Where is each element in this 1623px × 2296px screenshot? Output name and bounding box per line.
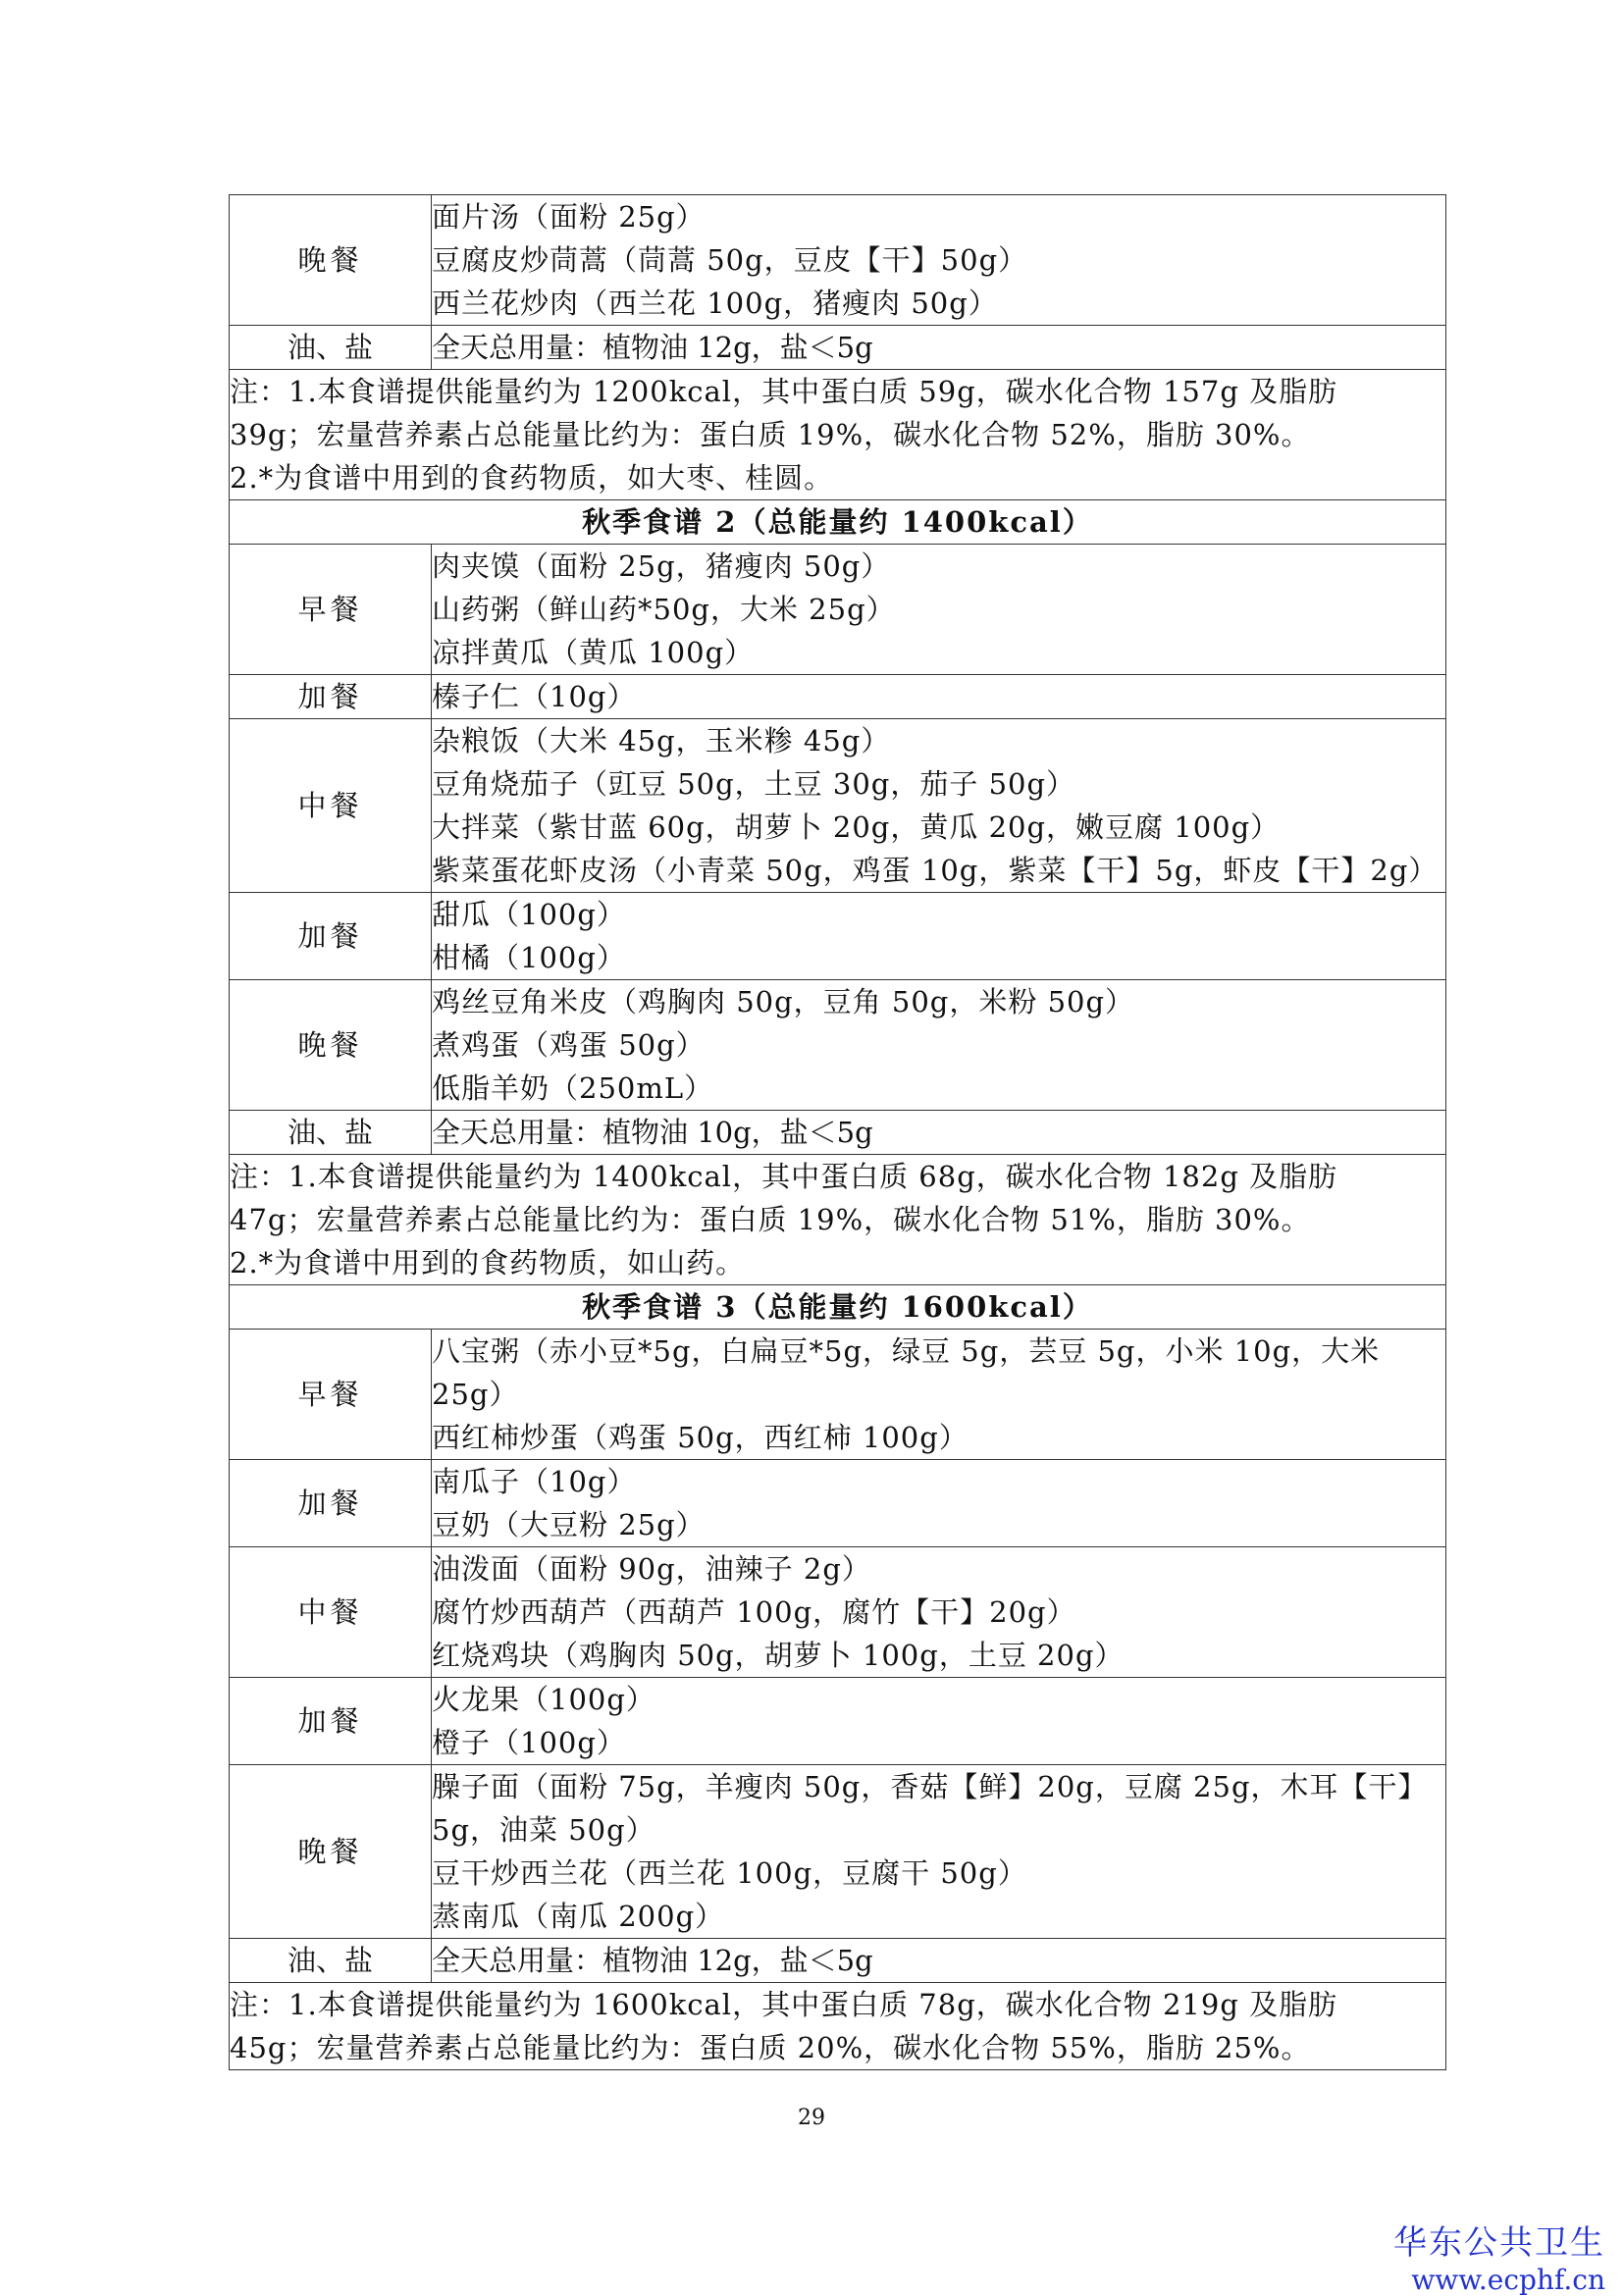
dish-line: 面片汤（面粉 25g） xyxy=(432,200,706,234)
dish-line: 柑橘（100g） xyxy=(432,941,626,974)
dish-line: 紫菜蛋花虾皮汤（小青菜 50g，鸡蛋 10g，紫菜【干】5g，虾皮【干】2g） xyxy=(432,854,1439,887)
oil-salt-total: 全天总用量：植物油 10g，盐＜5g xyxy=(432,1111,1446,1155)
table-row xyxy=(230,893,1446,980)
table-row xyxy=(230,195,1446,326)
page-number: 29 xyxy=(798,2106,825,2130)
note-line: 注：1.本食谱提供能量约为 1200kcal，其中蛋白质 59g，碳水化合物 157g 及脂肪 xyxy=(230,375,1338,408)
meal-label: 加餐 xyxy=(230,675,432,719)
meal-label: 早餐 xyxy=(230,1330,432,1460)
dish-line: 豆干炒西兰花（西兰花 100g，豆腐干 50g） xyxy=(432,1856,1027,1890)
dish-line: 八宝粥（赤小豆*5g，白扁豆*5g，绿豆 5g，芸豆 5g，小米 10g，大米 25g） xyxy=(432,1334,1381,1411)
recipe-table xyxy=(229,194,1446,2070)
meal-label: 中餐 xyxy=(230,719,432,893)
table-row xyxy=(230,719,1446,893)
table-row xyxy=(230,545,1446,675)
dish-line: 凉拌黄瓜（黄瓜 100g） xyxy=(432,636,755,669)
dish-line: 豆奶（大豆粉 25g） xyxy=(432,1508,706,1541)
meal-items xyxy=(432,1678,1446,1765)
note-line: 47g；宏量营养素占总能量比约为：蛋白质 19%，碳水化合物 51%，脂肪 30%。 xyxy=(230,1203,1311,1236)
meal-items xyxy=(432,1765,1446,1939)
oil-salt-total: 全天总用量：植物油 12g，盐＜5g xyxy=(432,1939,1446,1983)
table-row xyxy=(230,1155,1446,1285)
dish-line: 煮鸡蛋（鸡蛋 50g） xyxy=(432,1028,706,1062)
meal-label: 加餐 xyxy=(230,1678,432,1765)
menu-note xyxy=(230,1155,1446,1285)
dish-line: 豆角烧茄子（豇豆 50g，土豆 30g，茄子 50g） xyxy=(432,767,1076,801)
meal-label: 早餐 xyxy=(230,545,432,675)
dish-line: 火龙果（100g） xyxy=(432,1683,655,1716)
note-line: 注：1.本食谱提供能量约为 1600kcal，其中蛋白质 78g，碳水化合物 219g 及脂肪 xyxy=(230,1988,1338,2021)
table-row xyxy=(230,1547,1446,1678)
dish-line: 蒸南瓜（南瓜 200g） xyxy=(432,1900,725,1933)
meal-label: 加餐 xyxy=(230,1460,432,1547)
table-row xyxy=(230,1460,1446,1547)
meal-items xyxy=(432,675,1446,719)
table-row xyxy=(230,500,1446,545)
dish-line: 甜瓜（100g） xyxy=(432,898,626,931)
oil-salt-total: 全天总用量：植物油 12g，盐＜5g xyxy=(432,326,1446,370)
dish-line: 臊子面（面粉 75g，羊瘦肉 50g，香菇【鲜】20g，豆腐 25g，木耳【干】5g，油菜 50g） xyxy=(432,1770,1428,1847)
table-row xyxy=(230,980,1446,1111)
dish-line: 山药粥（鲜山药*50g，大米 25g） xyxy=(432,593,896,626)
table-row xyxy=(230,326,1446,370)
note-line: 45g；宏量营养素占总能量比约为：蛋白质 20%，碳水化合物 55%，脂肪 25%。 xyxy=(230,2031,1311,2064)
table-row xyxy=(230,675,1446,719)
meal-items xyxy=(432,980,1446,1111)
dish-line: 腐竹炒西葫芦（西葫芦 100g，腐竹【干】20g） xyxy=(432,1595,1076,1629)
dish-line: 南瓜子（10g） xyxy=(432,1465,637,1498)
table-row xyxy=(230,1939,1446,1983)
dish-line: 西兰花炒肉（西兰花 100g，猪瘦肉 50g） xyxy=(432,287,998,320)
menu-note xyxy=(230,370,1446,500)
table-row xyxy=(230,1111,1446,1155)
section-title: 秋季食谱 2（总能量约 1400kcal） xyxy=(230,500,1446,545)
dish-line: 橙子（100g） xyxy=(432,1726,626,1759)
dish-line: 榛子仁（10g） xyxy=(432,680,637,713)
dish-line: 豆腐皮炒茼蒿（茼蒿 50g，豆皮【干】50g） xyxy=(432,243,1028,277)
note-line: 2.*为食谱中用到的食药物质，如大枣、桂圆。 xyxy=(230,461,834,495)
section-title: 秋季食谱 3（总能量约 1600kcal） xyxy=(230,1285,1446,1330)
meal-label: 油、盐 xyxy=(230,1939,432,1983)
meal-items xyxy=(432,719,1446,893)
meal-items xyxy=(432,1460,1446,1547)
table-row xyxy=(230,1765,1446,1939)
meal-label: 中餐 xyxy=(230,1547,432,1678)
note-line: 39g；宏量营养素占总能量比约为：蛋白质 19%，碳水化合物 52%，脂肪 30%。 xyxy=(230,418,1311,451)
meal-label: 油、盐 xyxy=(230,326,432,370)
watermark-name: 华东公共卫生 xyxy=(1393,2223,1605,2263)
dish-line: 低脂羊奶（250mL） xyxy=(432,1071,714,1105)
meal-items xyxy=(432,1547,1446,1678)
watermark-url: www.ecphf.cn xyxy=(1411,2264,1605,2296)
table-row xyxy=(230,1983,1446,2070)
meal-label: 加餐 xyxy=(230,893,432,980)
meal-label: 油、盐 xyxy=(230,1111,432,1155)
menu-note xyxy=(230,1983,1446,2070)
dish-line: 鸡丝豆角米皮（鸡胸肉 50g，豆角 50g，米粉 50g） xyxy=(432,985,1135,1018)
dish-line: 红烧鸡块（鸡胸肉 50g，胡萝卜 100g，土豆 20g） xyxy=(432,1639,1125,1672)
dish-line: 杂粮饭（大米 45g，玉米糁 45g） xyxy=(432,724,891,757)
meal-label: 晚餐 xyxy=(230,980,432,1111)
meal-items xyxy=(432,195,1446,326)
dish-line: 肉夹馍（面粉 25g，猪瘦肉 50g） xyxy=(432,549,891,583)
dish-line: 大拌菜（紫甘蓝 60g，胡萝卜 20g，黄瓜 20g，嫩豆腐 100g） xyxy=(432,810,1281,844)
note-line: 2.*为食谱中用到的食药物质，如山药。 xyxy=(230,1246,746,1279)
note-line: 注：1.本食谱提供能量约为 1400kcal，其中蛋白质 68g，碳水化合物 182g 及脂肪 xyxy=(230,1160,1338,1193)
table-row xyxy=(230,1285,1446,1330)
meal-items xyxy=(432,545,1446,675)
table-row xyxy=(230,1330,1446,1460)
table-row xyxy=(230,1678,1446,1765)
table-row xyxy=(230,370,1446,500)
watermark xyxy=(1393,2216,1605,2296)
meal-items xyxy=(432,1330,1446,1460)
meal-label: 晚餐 xyxy=(230,195,432,326)
dish-line: 油泼面（面粉 90g，油辣子 2g） xyxy=(432,1552,871,1586)
dish-line: 西红柿炒蛋（鸡蛋 50g，西红柿 100g） xyxy=(432,1421,969,1454)
meal-items xyxy=(432,893,1446,980)
meal-label: 晚餐 xyxy=(230,1765,432,1939)
